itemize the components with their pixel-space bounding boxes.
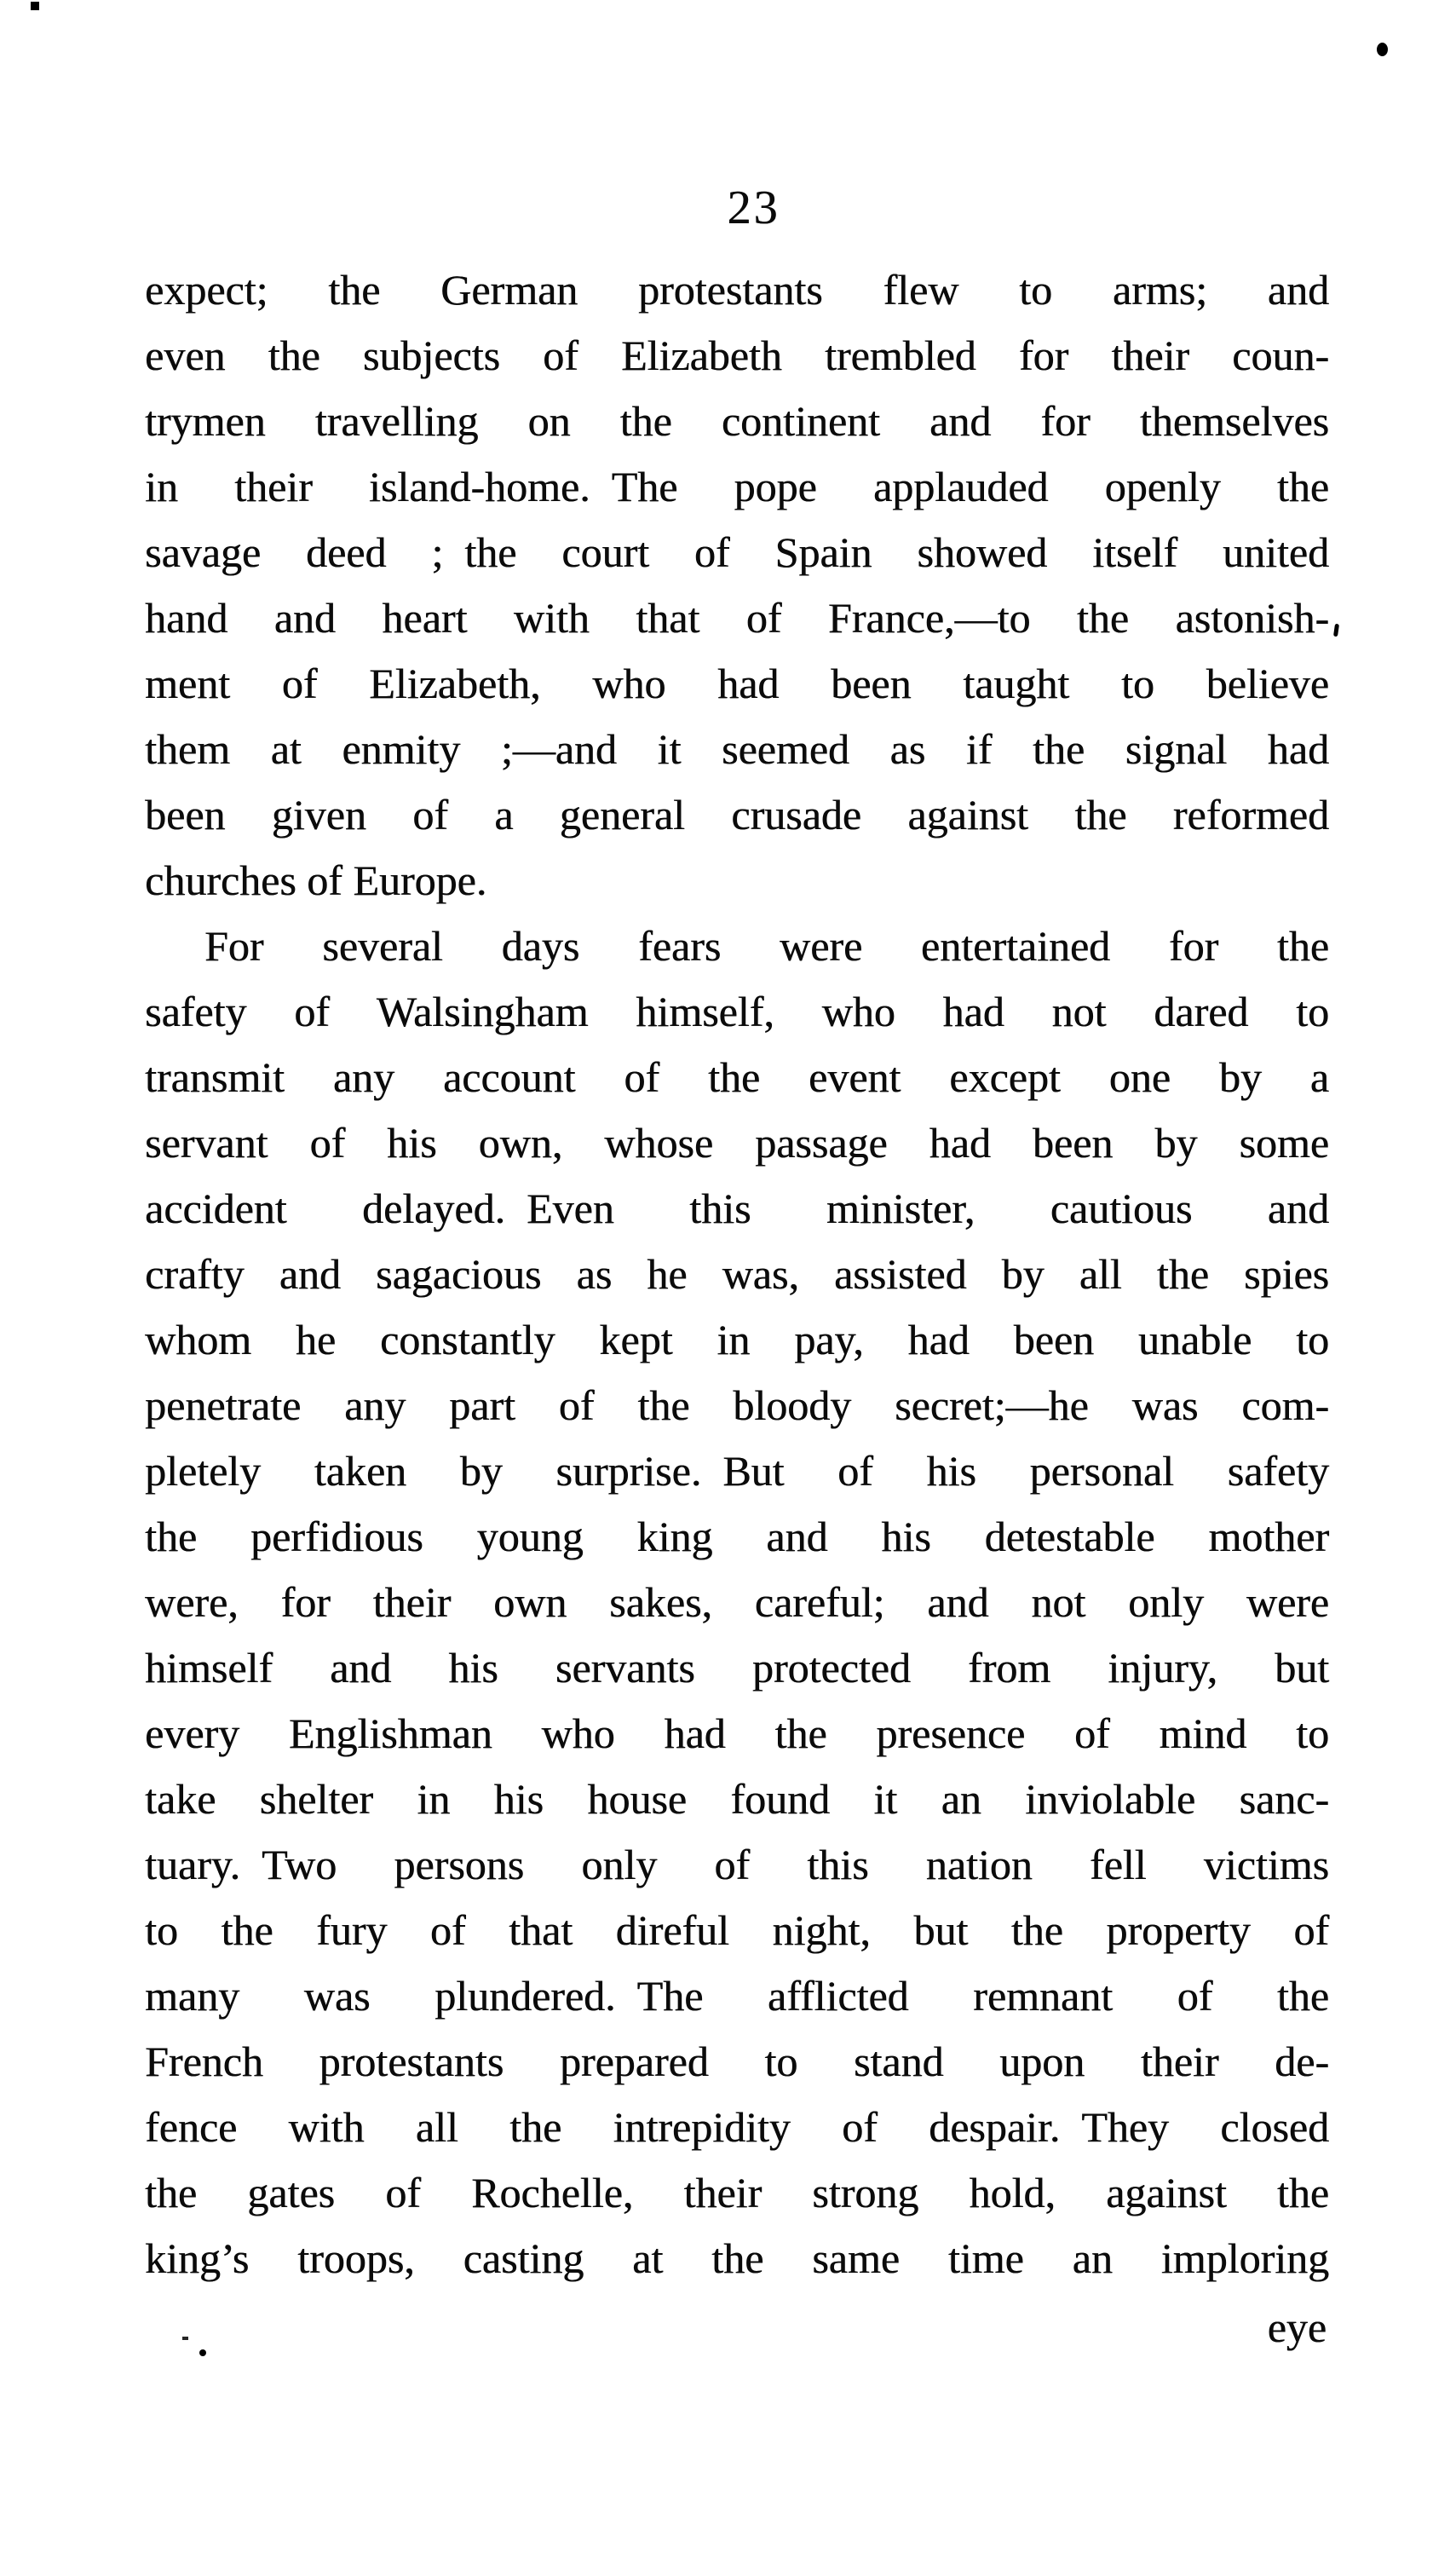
text-line: ment of Elizabeth, who had been taught to believe [145,660,1329,707]
text-line: savage deed ; the court of Spain showed itself united [145,528,1329,576]
text-line: even the subjects of Elizabeth trembled for their coun- [145,331,1329,379]
text-line: safety of Walsingham himself, who had not dared to [145,988,1329,1035]
text-line: accident delayed. Even this minister, cautious and [145,1185,1329,1232]
text-line: whom he constantly kept in pay, had been unable to [145,1316,1329,1363]
paragraph [145,914,1329,2291]
text-line: crafty and sagacious as he was, assisted by all the spies [145,1250,1329,1298]
text-line: For several days fears were entertained for the [204,922,1329,970]
text-line: trymen travelling on the continent and for themselves [145,397,1329,445]
text-line: been given of a general crusade against the reformed [145,791,1329,839]
text-line: tuary. Two persons only of this nation fell victims [145,1841,1329,1888]
text-line: the perfidious young king and his detestable mother [145,1513,1329,1560]
text-line: transmit any account of the event except one by a [145,1053,1329,1101]
text-line: in their island-home. The pope applauded openly the [145,463,1329,510]
text-line: to the fury of that direful night, but the property of [145,1906,1329,1954]
scan-speck [199,2349,206,2356]
text-line: were, for their own sakes, careful; and not only were [145,1578,1329,1626]
scan-speck [1377,43,1388,56]
text-line: fence with all the intrepidity of despair. They closed [145,2103,1329,2151]
text-line: French protestants prepared to stand upon their de- [145,2038,1329,2085]
paragraph [145,257,1329,914]
catchword: eye [1267,2303,1327,2351]
text-line: many was plundered. The afflicted remnant of the [145,1972,1329,2020]
text-line: them at enmity ;—and it seemed as if the signal had [145,725,1329,773]
text-line: every Englishman who had the presence of mind to [145,1709,1329,1757]
scan-speck [31,2,39,10]
text-line: himself and his servants protected from injury, but [145,1644,1329,1692]
page-number: 23 [727,182,780,234]
text-line: churches of Europe. [145,856,487,904]
text-line: take shelter in his house found it an inviolable sanc- [145,1775,1329,1823]
text-line: pletely taken by surprise. But of his personal safety [145,1447,1329,1495]
scan-speck [182,2337,188,2340]
scan-speck [1333,624,1339,637]
text-line: hand and heart with that of France,—to the astonish- [145,594,1329,642]
text-line: servant of his own, whose passage had been by some [145,1119,1329,1167]
text-line: expect; the German protestants flew to arms; and [145,266,1329,314]
text-line: the gates of Rochelle, their strong hold, against the [145,2169,1329,2216]
text-line: king’s troops, casting at the same time an imploring [145,2234,1329,2282]
text-block [145,257,1329,2291]
text-line: penetrate any part of the bloody secret;—he was com- [145,1381,1329,1429]
